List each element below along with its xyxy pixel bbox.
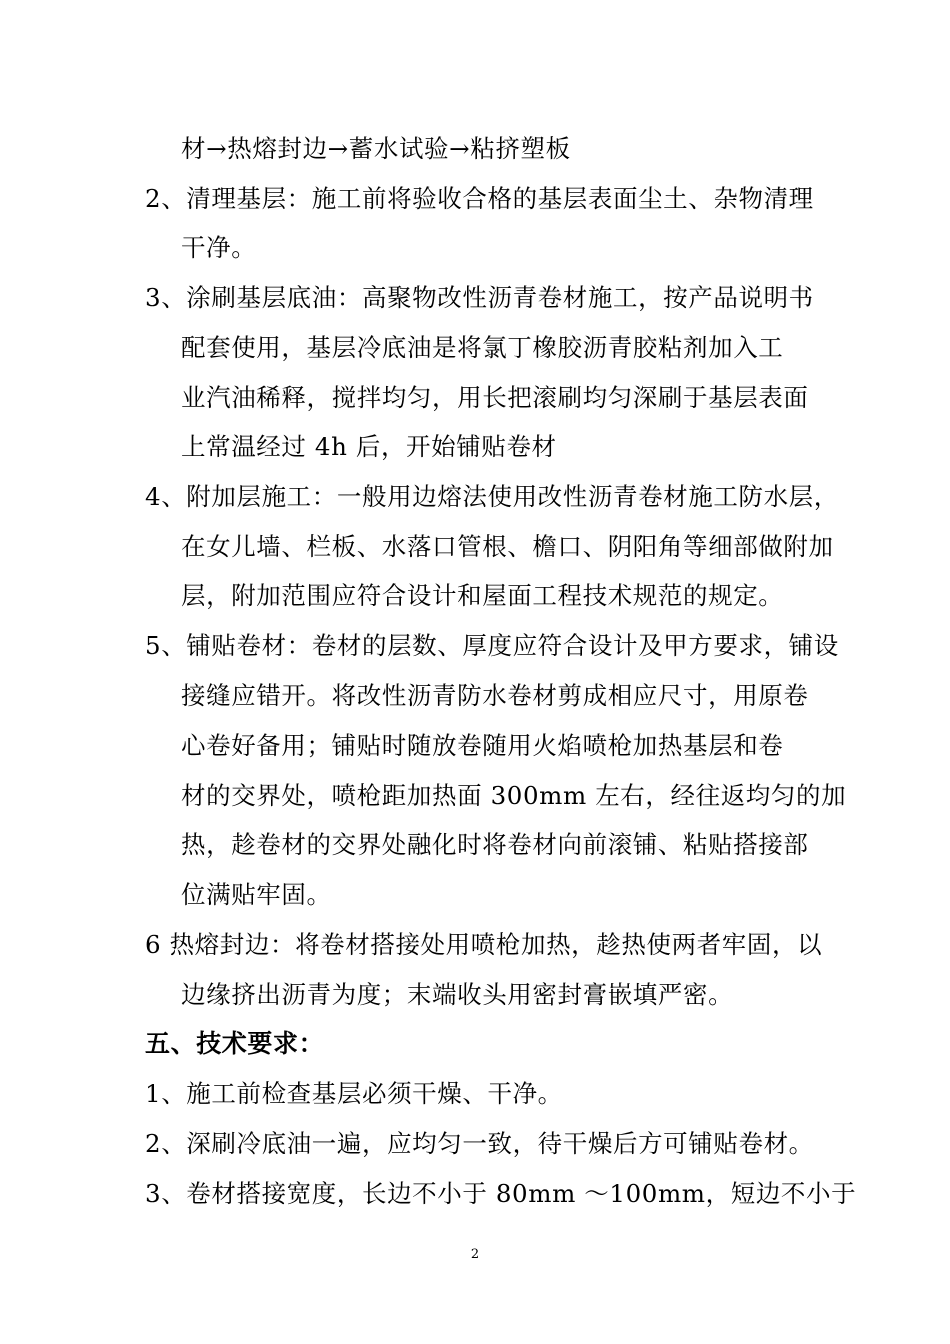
list-item-heat-seal: 6 热熔封边：将卷材搭接处用喷枪加热，趁热使两者牢固，以	[145, 930, 823, 959]
text-line: 业汽油稀释，搅拌均匀，用长把滚刷均匀深刷于基层表面	[181, 383, 809, 412]
list-item-requirement-3: 3、卷材搭接宽度，长边不小于 80mm ～100mm，短边不小于	[145, 1179, 857, 1208]
text-line: 干净。	[181, 233, 257, 262]
list-item-clean-base: 2、清理基层：施工前将验收合格的基层表面尘土、杂物清理	[145, 184, 814, 213]
page-number: 2	[470, 1247, 480, 1262]
text-line: 接缝应错开。将改性沥青防水卷材剪成相应尺寸，用原卷	[181, 681, 809, 710]
text-line: 材的交界处，喷枪距加热面 300mm 左右，经往返均匀的加	[181, 781, 847, 810]
text-line: 边缘挤出沥青为度；末端收头用密封膏嵌填严密。	[181, 980, 734, 1009]
text-line: 热，趁卷材的交界处融化时将卷材向前滚铺、粘贴搭接部	[181, 830, 809, 859]
text-line: 位满贴牢固。	[181, 880, 332, 909]
text-line: 在女儿墙、栏板、水落口管根、檐口、阴阳角等细部做附加	[181, 532, 834, 561]
text-line: 上常温经过 4h 后，开始铺贴卷材	[181, 432, 557, 461]
text-line: 心卷好备用；铺贴时随放卷随用火焰喷枪加热基层和卷	[181, 731, 784, 760]
list-item-requirement-2: 2、深刷冷底油一遍，应均匀一致，待干燥后方可铺贴卷材。	[145, 1129, 814, 1158]
text-line: 配套使用，基层冷底油是将氯丁橡胶沥青胶粘剂加入工	[181, 333, 784, 362]
list-item-lay-membrane: 5、铺贴卷材：卷材的层数、厚度应符合设计及甲方要求，铺设	[145, 631, 839, 660]
section-heading: 五、技术要求：	[145, 1029, 325, 1058]
list-item-requirement-1: 1、施工前检查基层必须干燥、干净。	[145, 1079, 563, 1108]
text-line: 层，附加范围应符合设计和屋面工程技术规范的规定。	[181, 581, 784, 610]
text-line: 材→热熔封边→蓄水试验→粘挤塑板	[181, 134, 571, 163]
list-item-additional-layer: 4、附加层施工：一般用边熔法使用改性沥青卷材施工防水层，	[145, 482, 839, 511]
list-item-primer: 3、涂刷基层底油：高聚物改性沥青卷材施工，按产品说明书	[145, 283, 814, 312]
